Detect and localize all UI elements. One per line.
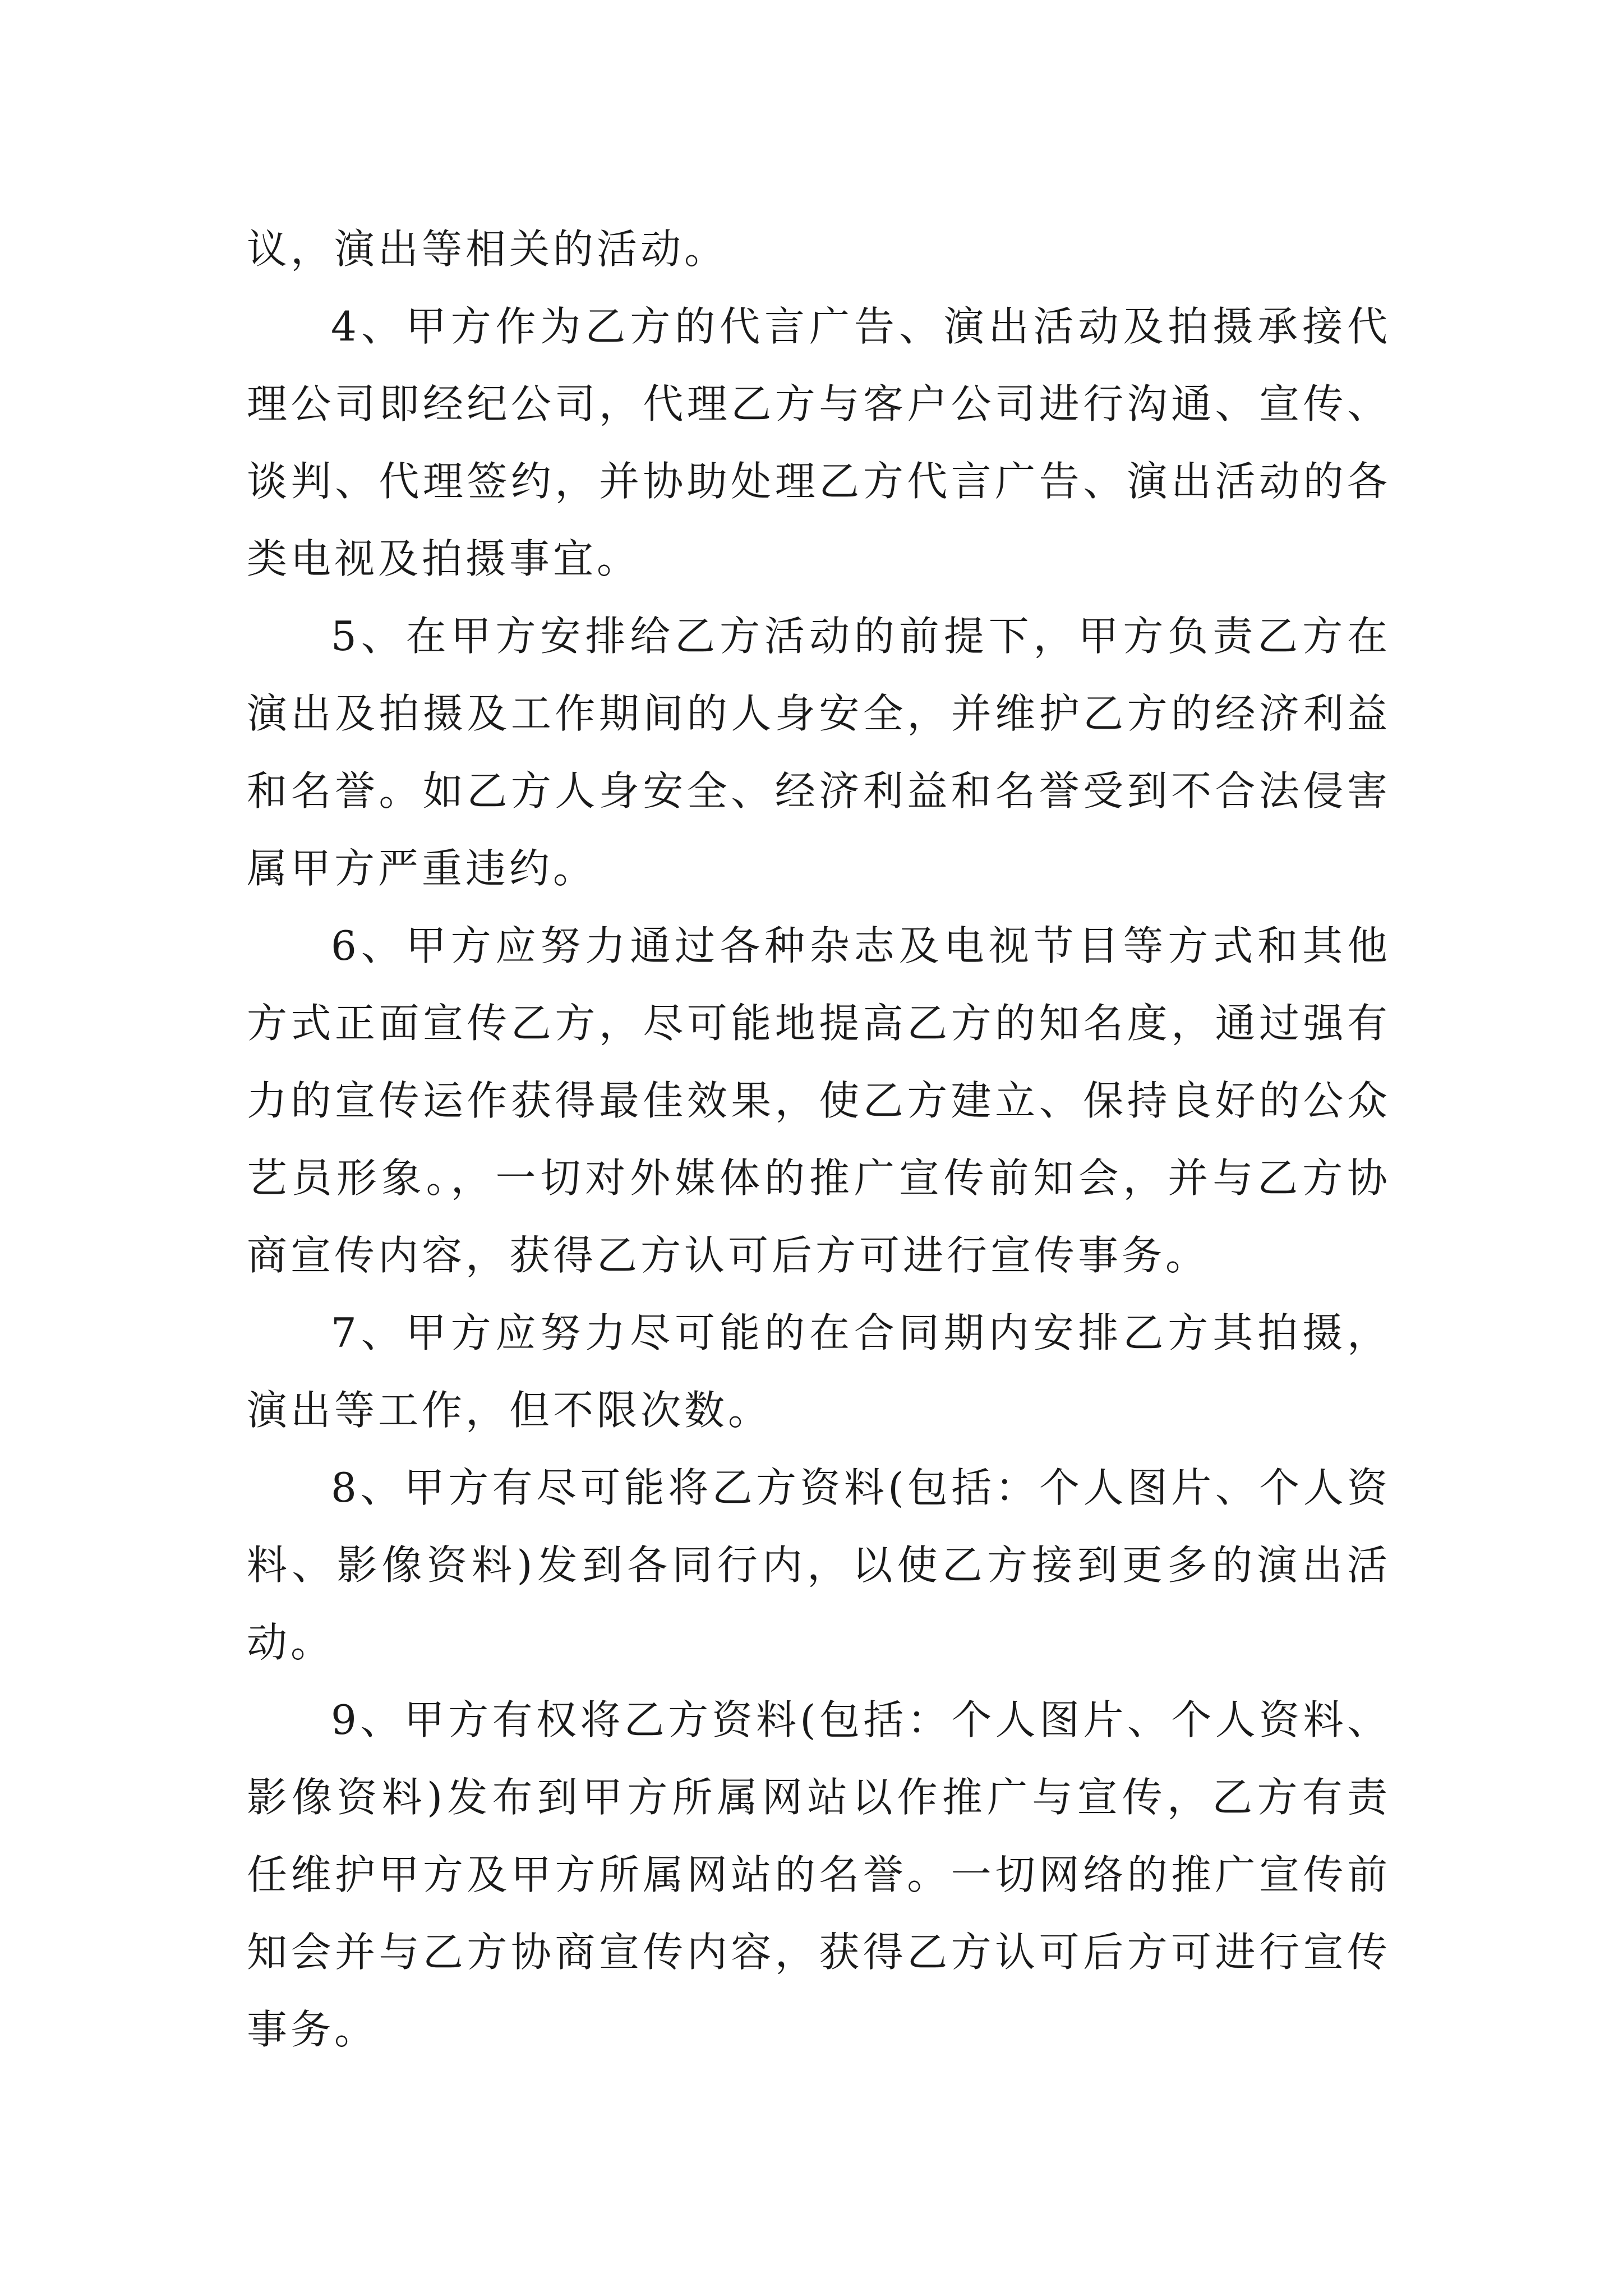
document-body: [247, 210, 1391, 2068]
paragraph-clause-8: 8、甲方有尽可能将乙方资料(包括：个人图片、个人资料、影像资料)发到各同行内，以使乙方接到更多的演出活动。: [247, 1464, 1391, 1666]
paragraph-clause-5: 5、在甲方安排给乙方活动的前提下，甲方负责乙方在演出及拍摄及工作期间的人身安全，并维护乙方的经济利益和名誉。如乙方人身安全、经济利益和名誉受到不合法侵害属甲方严重违约。: [247, 613, 1391, 892]
paragraph-clause-6: 6、甲方应努力通过各种杂志及电视节目等方式和其他方式正面宣传乙方，尽可能地提高乙方的知名度，通过强有力的宣传运作获得最佳效果，使乙方建立、保持良好的公众艺员形象。，一切对外媒体的推广宣传前知会，并与乙方协商宣传内容，获得乙方认可后方可进行宣传事务。: [247, 922, 1391, 1279]
paragraph-clause-9: 9、甲方有权将乙方资料(包括：个人图片、个人资料、影像资料)发布到甲方所属网站以作推广与宣传，乙方有责任维护甲方及甲方所属网站的名誉。一切网络的推广宣传前知会并与乙方协商宣传内容，获得乙方认可后方可进行宣传事务。: [247, 1696, 1391, 2053]
paragraph-continuation: 议，演出等相关的活动。: [247, 226, 728, 273]
paragraph-clause-7: 7、甲方应努力尽可能的在合同期内安排乙方其拍摄，演出等工作，但不限次数。: [247, 1309, 1391, 1434]
paragraph-clause-4: 4、甲方作为乙方的代言广告、演出活动及拍摄承接代理公司即经纪公司，代理乙方与客户公司进行沟通、宣传、谈判、代理签约，并协助处理乙方代言广告、演出活动的各类电视及拍摄事宜。: [247, 303, 1391, 582]
